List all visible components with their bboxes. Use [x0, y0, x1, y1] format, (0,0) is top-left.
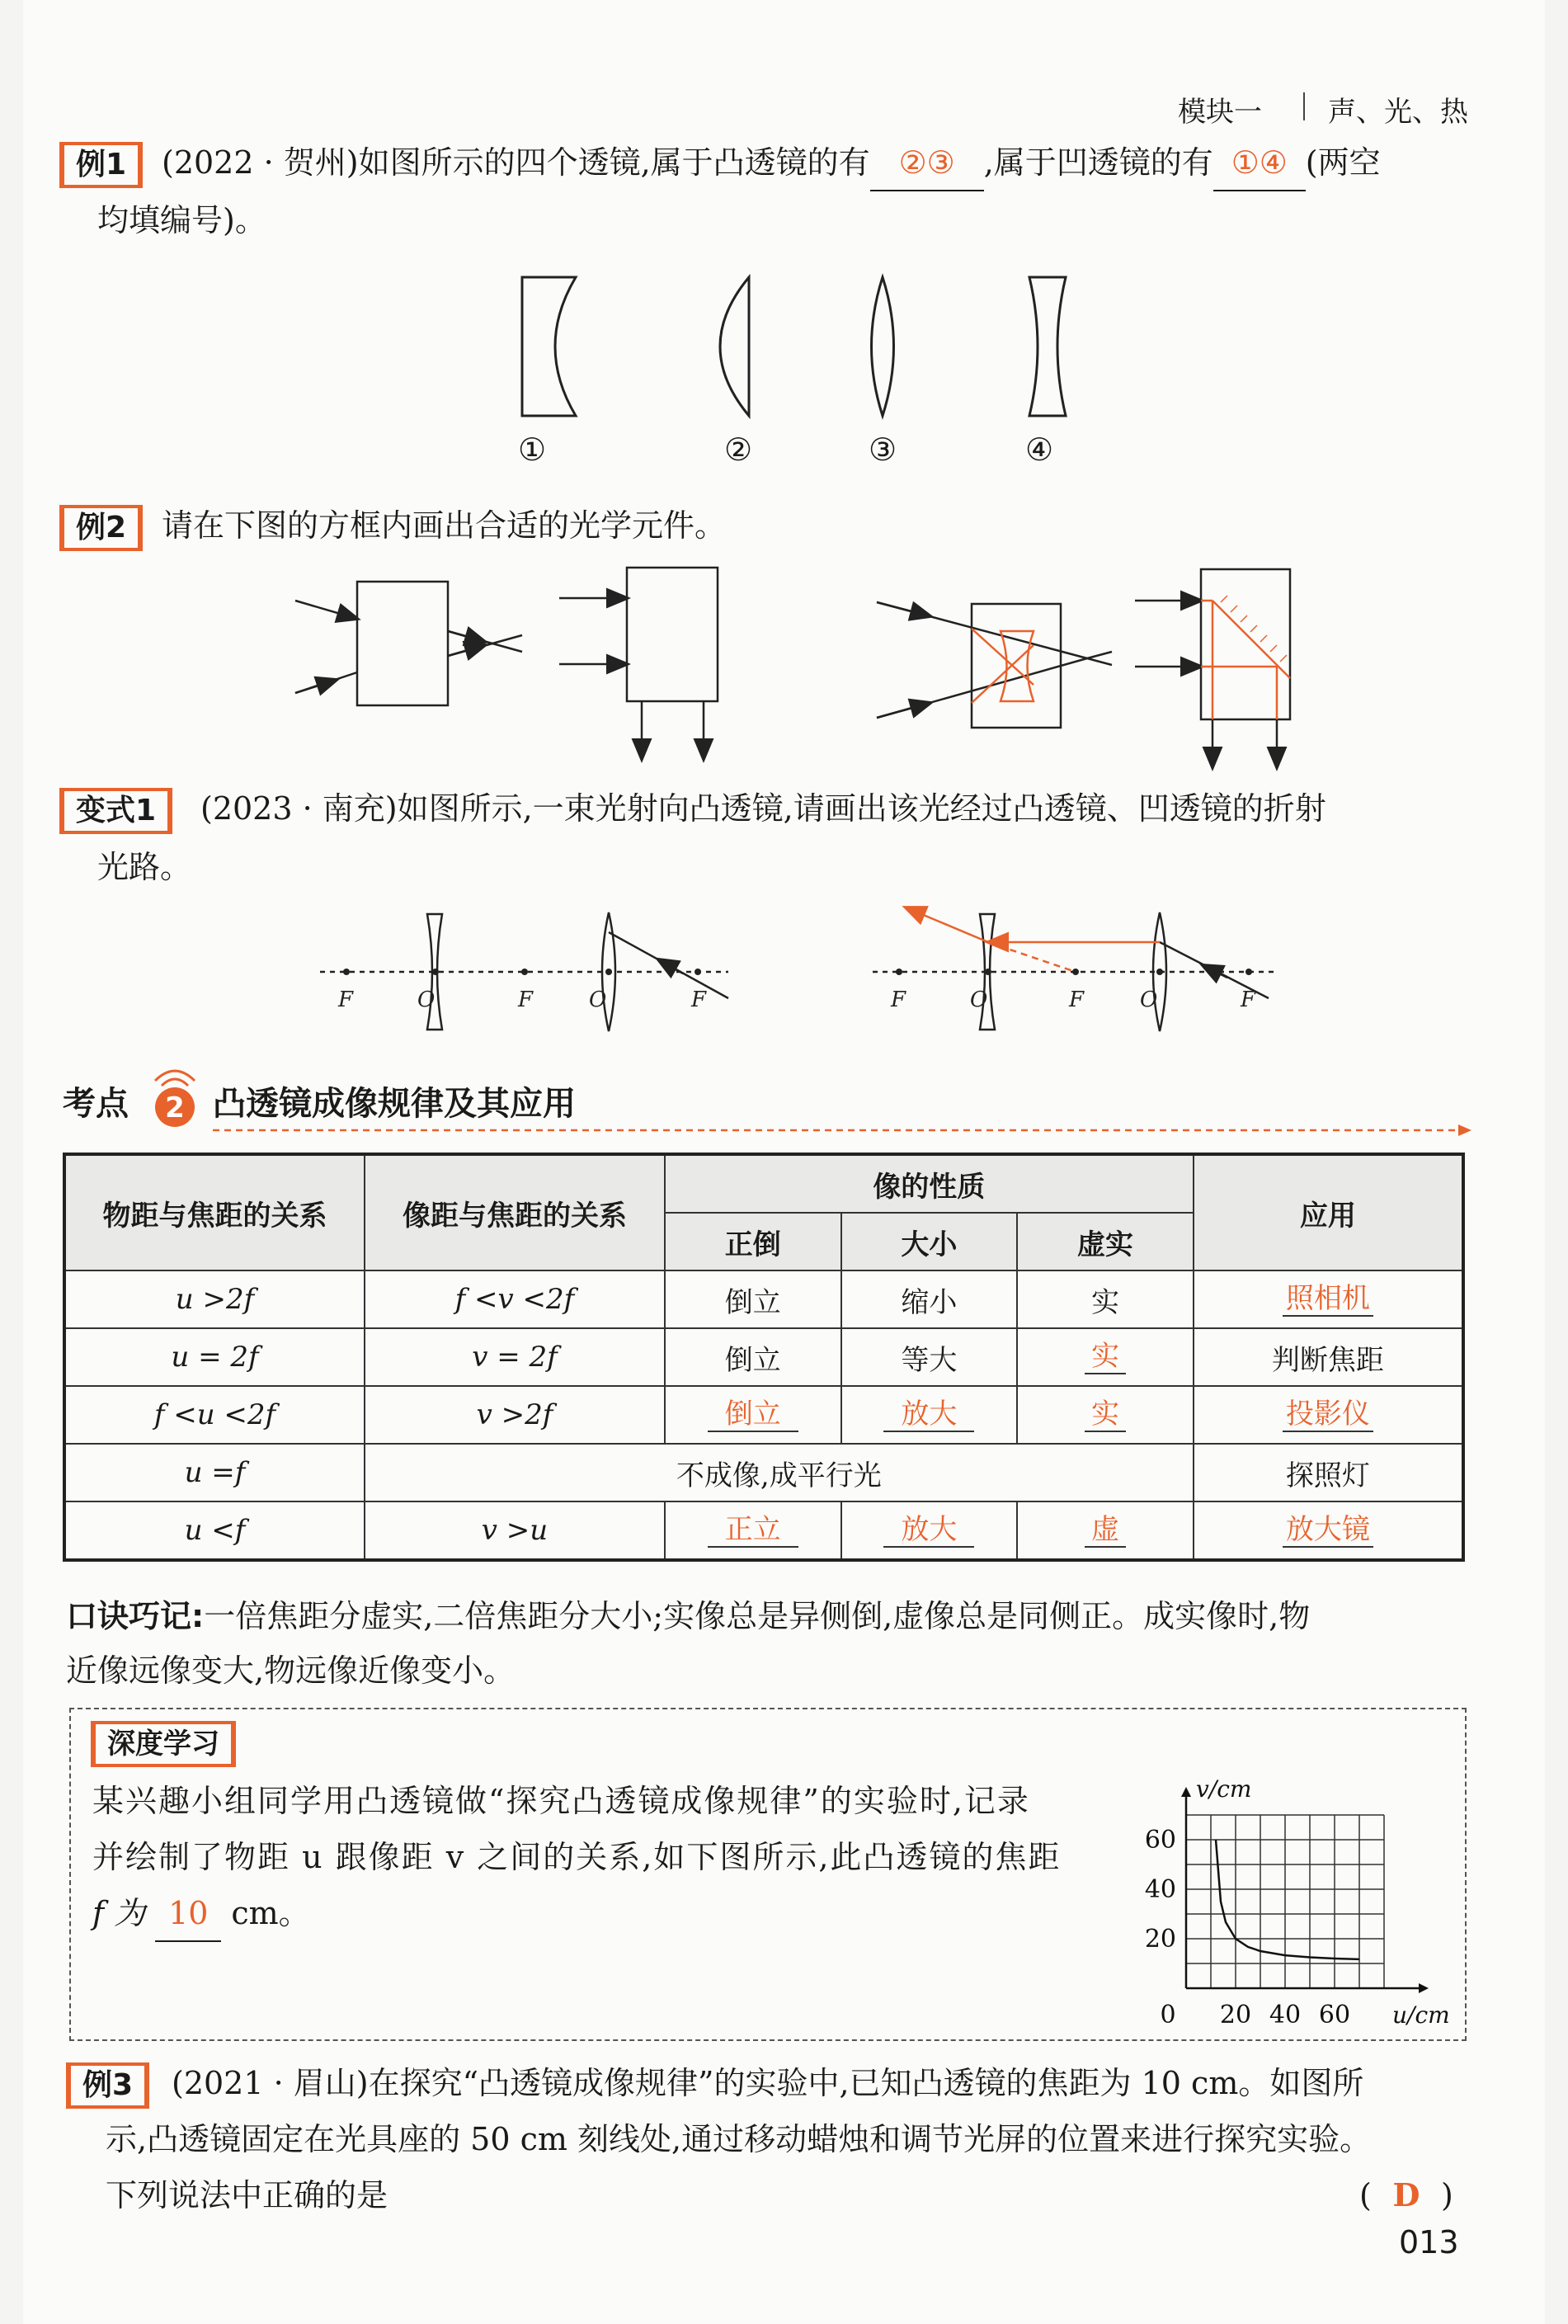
lens-1-concave [522, 277, 576, 416]
svg-text:O: O [970, 988, 988, 1012]
x-tick-label: 60 [1318, 2001, 1351, 2029]
ex3-tag: 例3 [66, 2062, 149, 2109]
x-tick-label: 0 [1160, 2001, 1176, 2029]
deep-line3: f 为 10 cm。 [92, 1886, 310, 1942]
var1-line1: (2023 · 南充)如图所示,一束光射向凸透镜,请画出该光经过凸透镜、凹透镜的折射 [200, 790, 1326, 827]
uv-chart [1120, 1716, 1458, 2029]
deep-line1: 某兴趣小组同学用凸透镜做“探究凸透镜成像规律”的实验时,记录 [92, 1783, 1030, 1819]
lens-label-2: ② [724, 431, 753, 468]
answer-real: 实 [1085, 1340, 1126, 1374]
table-row: u >2f f <v <2f 倒立 缩小 实 照相机 [64, 1270, 1463, 1328]
x-tick-label: 40 [1269, 2001, 1302, 2029]
module-label: 模块一 [1178, 96, 1262, 129]
lens-3-biconvex [872, 277, 894, 416]
lens-label-4: ④ [1025, 431, 1054, 468]
header-divider [1303, 92, 1305, 120]
topic-label: 声、光、热 [1328, 96, 1468, 129]
x-tick-label: 20 [1219, 2001, 1252, 2029]
ex2-tag: 例2 [59, 505, 143, 551]
deep-answer: 10 [155, 1886, 221, 1942]
th-image-properties: 像的性质 [665, 1154, 1194, 1213]
answer-concave-lens [1001, 631, 1034, 701]
th-orientation: 正倒 [665, 1213, 841, 1270]
x-axis-arrow [1419, 1983, 1429, 1993]
ex3-line1: (2021 · 眉山)在探究“凸透镜成像规律”的实验中,已知凸透镜的焦距为 10 cm。如图所 [172, 2065, 1364, 2101]
y-axis-arrow [1181, 1787, 1191, 1797]
mnemonic-line1: 口诀巧记:一倍焦距分虚实,二倍焦距分大小;实像总是异侧倒,虚像总是同侧正。成实像时,物 [66, 1598, 1311, 1634]
label-F: F [338, 988, 354, 1012]
lens-diagram [485, 264, 1112, 429]
svg-text:F: F [891, 988, 906, 1012]
y-tick-label: 20 [1144, 1925, 1176, 1954]
table-row: u <f v >u 正立 放大 虚 放大镜 [64, 1501, 1463, 1560]
svg-text:O: O [1140, 988, 1158, 1012]
y-axis-label: v/cm [1196, 1775, 1252, 1803]
ex1-answer-convex: ②③ [870, 135, 984, 191]
box-1 [357, 582, 448, 705]
ex1-line2: 均填编号)。 [97, 202, 266, 238]
table-row: f <u <2f v >2f 倒立 放大 实 投影仪 [64, 1386, 1463, 1444]
svg-text:O: O [417, 988, 436, 1012]
ex3-line2: 示,凸透镜固定在光具座的 50 cm 刻线处,通过移动蜡烛和调节光屏的位置来进行探究实验。 [106, 2121, 1372, 2157]
section-number-badge [139, 1053, 221, 1132]
th-image-distance: 像距与焦距的关系 [365, 1154, 665, 1270]
svg-text:O: O [589, 988, 607, 1012]
section-label: 考点 [63, 1085, 129, 1123]
th-object-distance: 物距与焦距的关系 [64, 1154, 365, 1270]
lens-2-plano-convex [720, 277, 749, 416]
svg-text:2: 2 [165, 1091, 185, 1124]
th-size: 大小 [841, 1213, 1018, 1270]
svg-text:F: F [1069, 988, 1085, 1012]
svg-text:F: F [518, 988, 534, 1012]
ex3-answer: D [1392, 2176, 1420, 2213]
ex3-answer-paren: ( D ) [1359, 2168, 1453, 2223]
ex2-text: 请在下图的方框内画出合适的光学元件。 [162, 507, 727, 544]
deep-line2: 并绘制了物距 u 跟像距 v 之间的关系,如下图所示,此凸透镜的焦距 [92, 1839, 1062, 1875]
th-application: 应用 [1194, 1154, 1463, 1270]
box-3 [972, 604, 1061, 728]
ex3-line3: 下列说法中正确的是 [106, 2177, 388, 2213]
svg-text:F: F [1241, 988, 1256, 1012]
y-tick-label: 40 [1144, 1875, 1176, 1904]
lens-label-3: ③ [869, 431, 897, 468]
lens-label-1: ① [518, 431, 547, 468]
refraction-diagram [295, 899, 1285, 1048]
section-underline [213, 1124, 1475, 1138]
deep-tag: 深度学习 [91, 1721, 236, 1767]
table-row: u =f 不成像,成平行光 探照灯 [64, 1444, 1463, 1501]
section-title: 凸透镜成像规律及其应用 [213, 1085, 576, 1123]
page-number: 013 [1399, 2224, 1459, 2260]
answer-magnifier: 放大镜 [1283, 1513, 1373, 1548]
ex1-tag: 例1 [59, 142, 143, 188]
lens-4-biconcave [1029, 277, 1066, 416]
uv-curve [1216, 1840, 1359, 1959]
table-row: u = 2f v = 2f 倒立 等大 实 判断焦距 [64, 1328, 1463, 1386]
mirror-hatching [1221, 596, 1287, 662]
page [23, 0, 1545, 2324]
var1-line2: 光路。 [97, 849, 192, 885]
mnemonic-line2: 近像远像变大,物远像近像变小。 [66, 1652, 516, 1689]
imaging-rules-table [63, 1153, 1465, 1562]
x-axis-label: u/cm [1392, 2001, 1450, 2029]
ex1-line1: (2022 · 贺州)如图所示的四个透镜,属于凸透镜的有 ②③ ,属于凹透镜的有 ①④ (两空 [162, 135, 1381, 191]
answer-camera: 照相机 [1283, 1282, 1373, 1317]
optics-box-diagram [271, 553, 1343, 775]
answer-projector: 投影仪 [1283, 1398, 1373, 1432]
box-2 [627, 568, 718, 701]
y-tick-label: 60 [1144, 1826, 1176, 1855]
var1-tag: 变式1 [59, 788, 172, 834]
ex1-answer-concave: ①④ [1213, 135, 1306, 191]
th-real-virtual: 虚实 [1017, 1213, 1193, 1270]
svg-text:F: F [691, 988, 707, 1012]
